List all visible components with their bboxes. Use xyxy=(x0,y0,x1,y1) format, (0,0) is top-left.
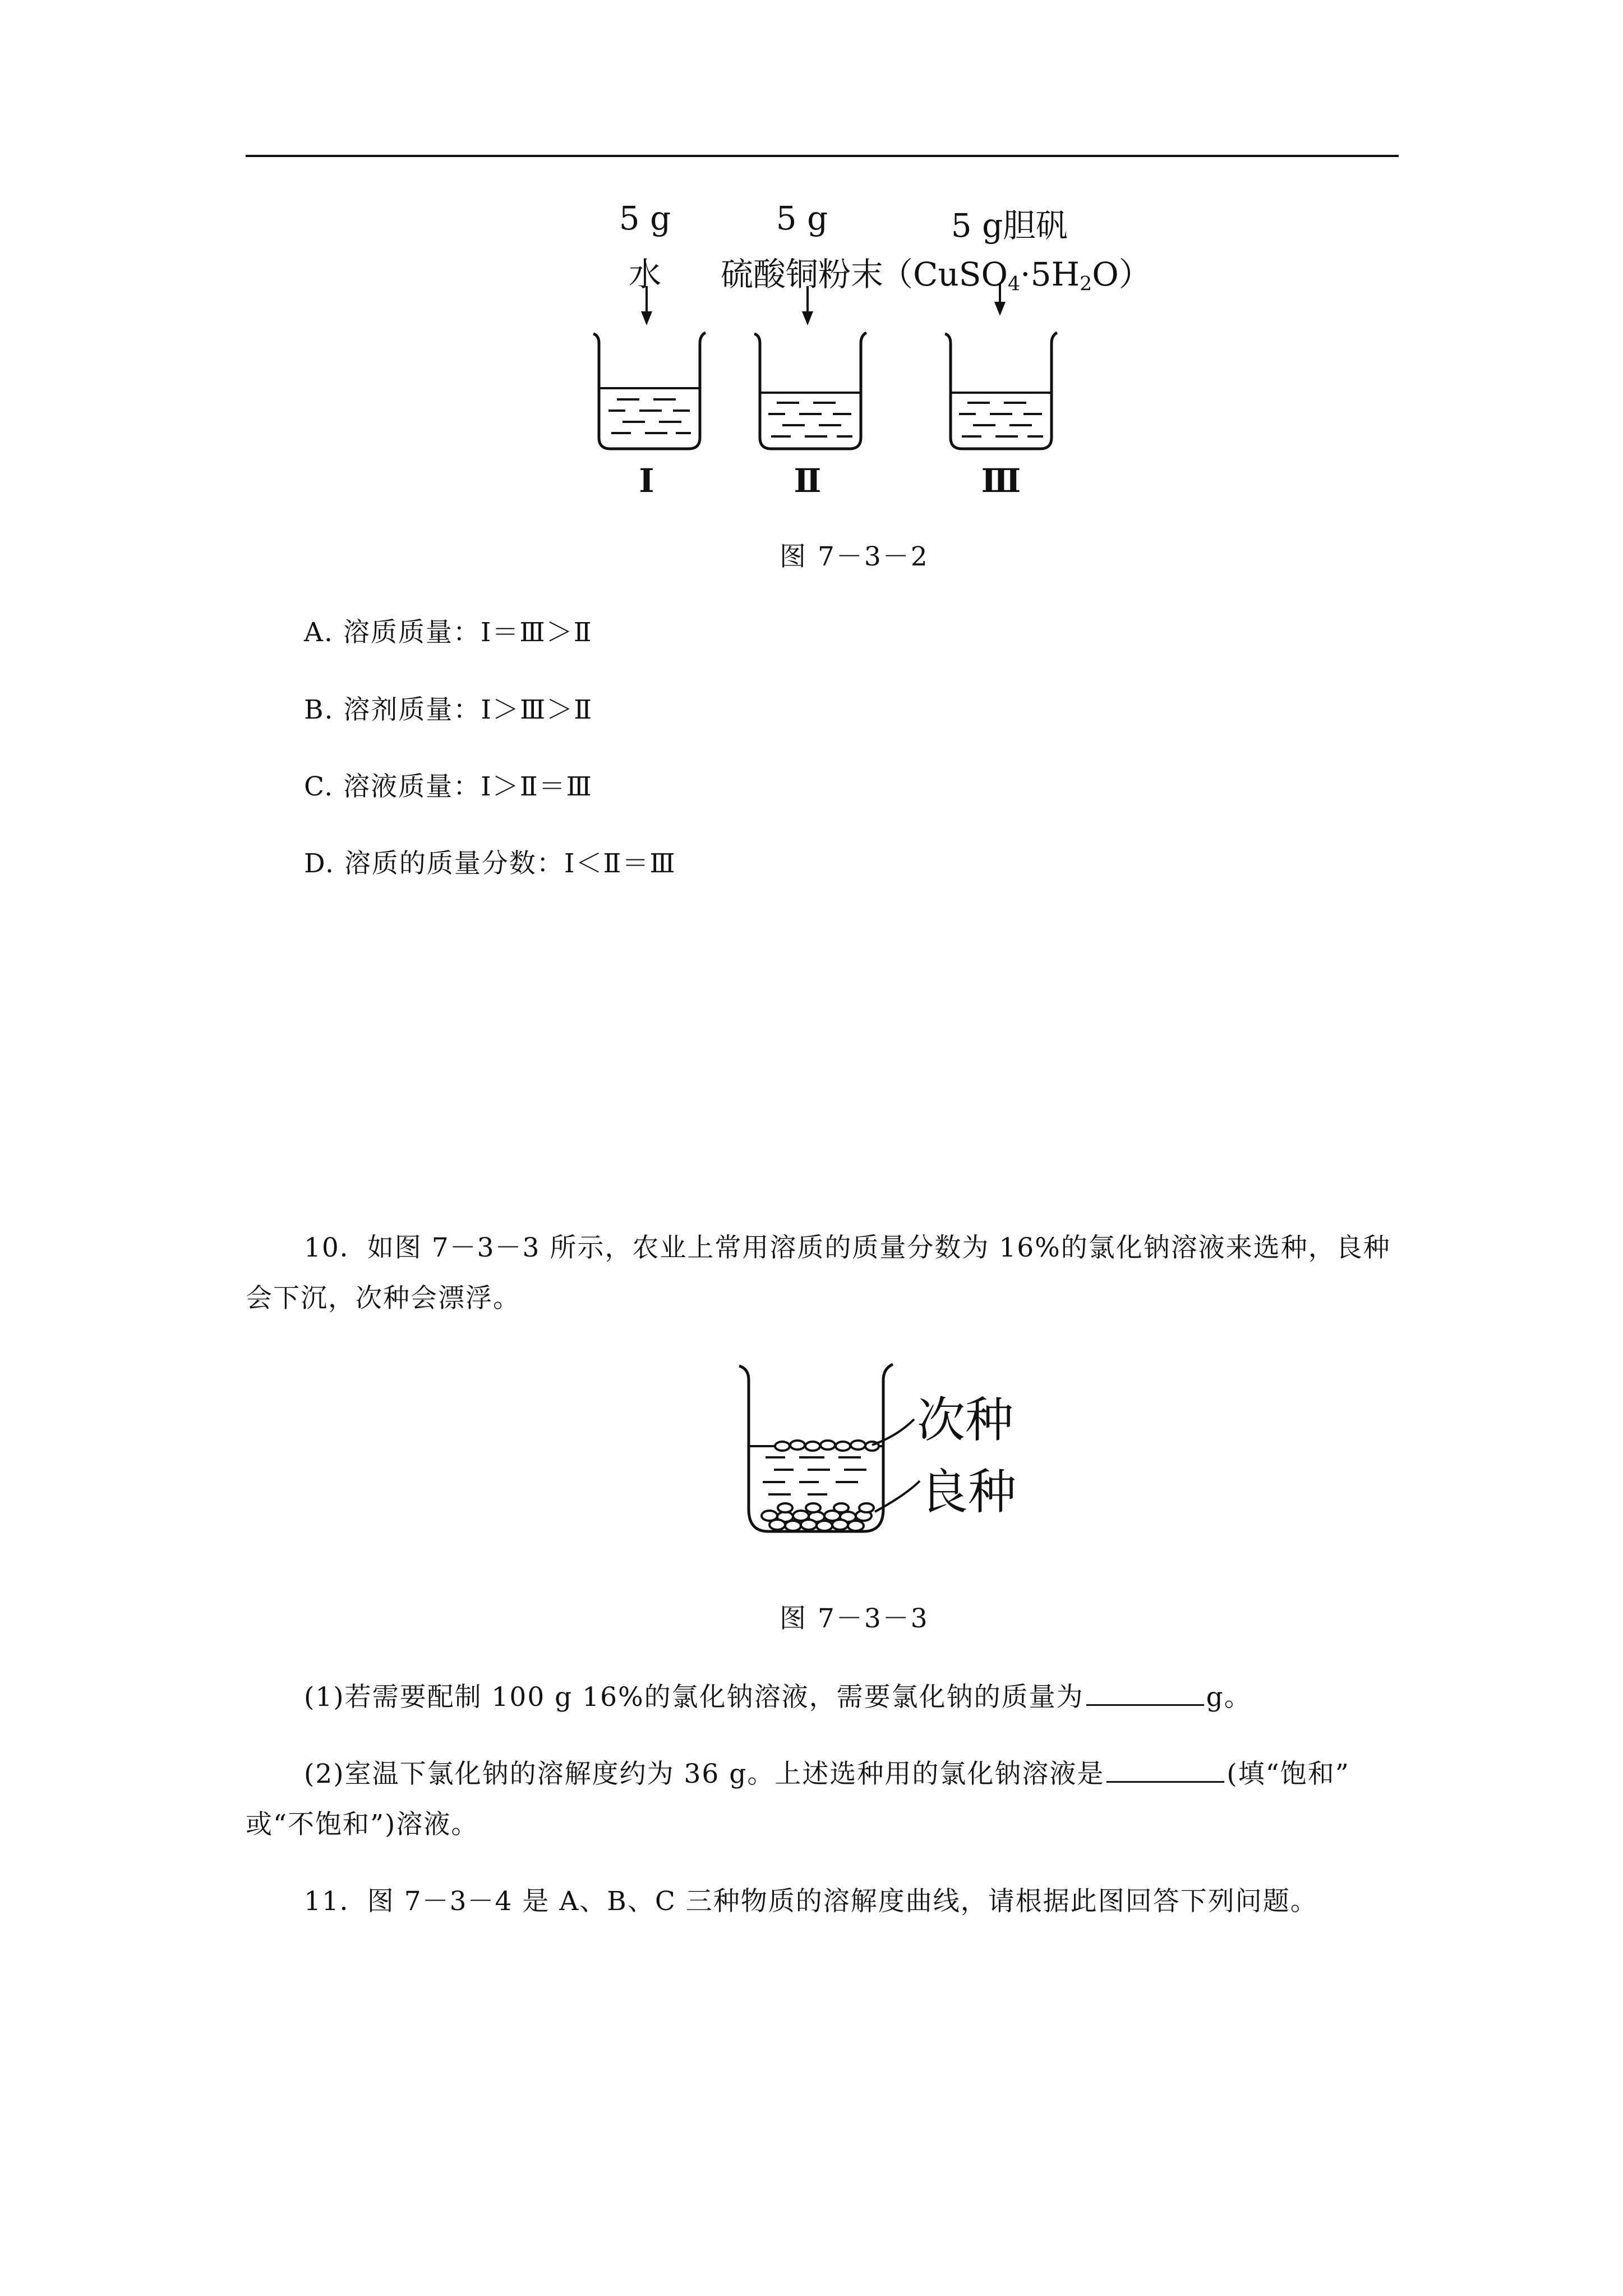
q10-sub1 xyxy=(304,1676,1252,1714)
answer-blank-1[interactable] xyxy=(1086,1680,1204,1706)
leader-line-bottom xyxy=(875,1481,920,1512)
q10-sub2 xyxy=(304,1753,1350,1791)
q10-sub1-text: (1)若需要配制 100 g 16%的氯化钠溶液，需要氯化钠的质量为 xyxy=(304,1682,1084,1713)
beaker-3 xyxy=(945,333,1057,449)
formula-part: （CuSO xyxy=(880,255,1008,293)
beaker3-amount: 5 g胆矾 xyxy=(951,206,1068,245)
beaker1-label: Ⅰ xyxy=(639,463,654,499)
beaker2-label: Ⅱ xyxy=(794,463,822,499)
beaker3-label: Ⅲ xyxy=(981,463,1021,499)
beaker1-substance: 水 xyxy=(628,255,661,293)
beaker2-substance: 硫酸铜粉末 xyxy=(720,255,883,293)
label-inferior-seed: 次种 xyxy=(917,1392,1013,1448)
figure-caption-7-3-2: 图 7－3－2 xyxy=(780,541,929,572)
floating-seeds xyxy=(775,1441,879,1451)
beaker1-amount: 5 g xyxy=(619,199,671,237)
option-a: A. 溶质质量：Ⅰ＝Ⅲ＞Ⅱ xyxy=(304,617,593,648)
beaker-1 xyxy=(593,333,706,449)
formula-part: ·5H xyxy=(1020,255,1080,293)
formula-part: O） xyxy=(1092,255,1151,293)
option-b: B. 溶剂质量：Ⅰ＞Ⅲ＞Ⅱ xyxy=(304,694,593,725)
q10-sub1-unit: g。 xyxy=(1206,1682,1252,1713)
seed-beaker-drawing xyxy=(0,1346,1623,1571)
sunk-seeds xyxy=(762,1503,874,1531)
q11-text: 11．图 7－3－4 是 A、B、C 三种物质的溶解度曲线，请根据此图回答下列问题。 xyxy=(304,1886,1318,1917)
q10-sub2-line2: 或“不饱和”)溶液。 xyxy=(246,1809,479,1840)
option-d: D. 溶质的质量分数：Ⅰ＜Ⅱ＝Ⅲ xyxy=(304,848,676,879)
beakers-drawing xyxy=(0,0,1623,505)
answer-blank-2[interactable] xyxy=(1106,1756,1224,1783)
arrow-3 xyxy=(994,283,1006,316)
q10-intro-line2: 会下沉，次种会漂浮。 xyxy=(246,1283,520,1314)
option-c: C. 溶液质量：Ⅰ＞Ⅱ＝Ⅲ xyxy=(304,771,593,802)
figure-caption-7-3-3: 图 7－3－3 xyxy=(780,1603,929,1634)
arrow-1 xyxy=(641,286,652,325)
leader-line-top xyxy=(872,1419,914,1445)
q10-sub2-text: (2)室温下氯化钠的溶解度约为 36 g。上述选种用的氯化钠溶液是 xyxy=(304,1759,1105,1789)
formula-subscript: 2 xyxy=(1080,273,1092,296)
beaker-2 xyxy=(754,333,866,449)
beaker2-amount: 5 g xyxy=(776,199,828,237)
arrow-2 xyxy=(802,286,813,325)
label-good-seed: 良种 xyxy=(920,1464,1016,1520)
formula-subscript: 4 xyxy=(1008,273,1021,296)
q10-sub2-hint: (填“饱和” xyxy=(1227,1759,1350,1789)
q10-intro-line1: 10．如图 7－3－3 所示，农业上常用溶质的质量分数为 16%的氯化钠溶液来选种，良种 xyxy=(304,1232,1391,1263)
